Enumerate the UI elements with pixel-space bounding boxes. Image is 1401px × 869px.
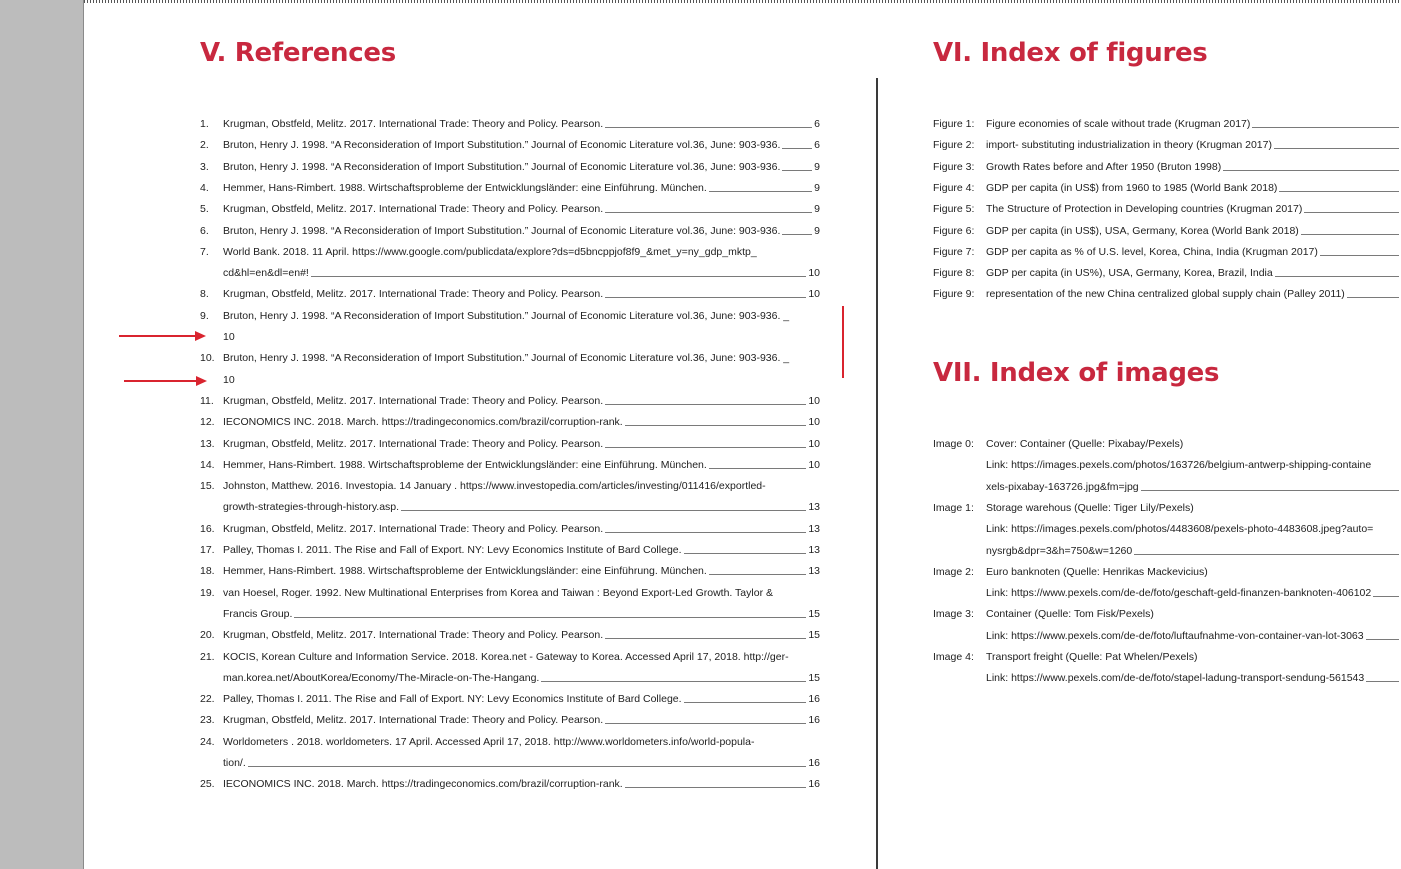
reference-text: Bruton, Henry J. 1998. “A Reconsideration of Import Substitution.” Journal of Economic Literature vol.36, June: 903-936. _ xyxy=(223,352,790,365)
dot-leader xyxy=(1304,212,1399,213)
workspace-gutter xyxy=(0,0,84,869)
figure-entry xyxy=(986,181,1401,195)
dot-leader xyxy=(605,638,806,639)
image-label: Image 2: xyxy=(933,565,974,578)
reference-text: Krugman, Obstfeld, Melitz. 2017. International Trade: Theory and Policy. Pearson. xyxy=(223,288,604,301)
figure-caption: GDP per capita (in US%), USA, Germany, Korea, Brazil, India xyxy=(986,267,1273,280)
dot-leader xyxy=(782,234,812,235)
reference-text: Hemmer, Hans-Rimbert. 1988. Wirtschaftsprobleme der Entwicklungsländer: eine Einführung. München. xyxy=(223,458,707,471)
reference-number: 20. xyxy=(200,629,215,642)
dot-leader xyxy=(401,510,806,511)
reference-entry xyxy=(223,458,820,472)
figure-entry xyxy=(986,117,1401,131)
figure-caption: representation of the new China centralized global supply chain (Palley 2011) xyxy=(986,288,1345,301)
figure-label: Figure 4: xyxy=(933,181,975,194)
reference-entry xyxy=(223,202,820,216)
image-link-url: Link: https://www.pexels.com/de-de/foto/luftaufnahme-von-container-van-lot-3063 xyxy=(986,629,1364,642)
image-caption: Cover: Container (Quelle: Pixabay/Pexels) xyxy=(986,438,1184,450)
reference-text: van Hoesel, Roger. 1992. New Multinational Enterprises from Korea and Taiwan : Beyond Export-Led Growth. Taylor & xyxy=(223,586,773,599)
image-link-url-continuation: nysrgb&dpr=3&h=750&w=1260 xyxy=(986,544,1133,557)
figure-label: Figure 5: xyxy=(933,203,975,216)
image-caption: Container (Quelle: Tom Fisk/Pexels) xyxy=(986,608,1154,621)
reference-number: 1. xyxy=(200,118,209,130)
figure-label: Figure 3: xyxy=(933,160,975,173)
image-link xyxy=(986,671,1401,685)
reference-entry xyxy=(223,713,820,727)
reference-entry-continuation xyxy=(223,671,820,685)
reference-text-continuation: Francis Group. xyxy=(223,607,293,620)
reference-entry xyxy=(223,415,820,429)
reference-entry xyxy=(223,692,820,706)
reference-number: 15. xyxy=(200,480,215,493)
reference-entry xyxy=(223,351,820,365)
reference-page-number: 9 xyxy=(814,224,820,237)
figure-label: Figure 6: xyxy=(933,224,975,237)
reference-number: 6. xyxy=(200,224,209,237)
reference-entry xyxy=(223,650,820,664)
image-link-continuation xyxy=(986,480,1401,494)
dot-leader xyxy=(1252,127,1399,128)
figure-entry xyxy=(986,287,1401,301)
reference-page-number: 9 xyxy=(814,160,820,173)
reference-page-number: 15 xyxy=(808,607,820,620)
image-link-url: Link: https://images.pexels.com/photos/163726/belgium-antwerp-shipping-containe xyxy=(986,459,1372,472)
dot-leader xyxy=(294,617,806,618)
reference-text: Krugman, Obstfeld, Melitz. 2017. International Trade: Theory and Policy. Pearson. xyxy=(223,714,604,727)
reference-number: 7. xyxy=(200,245,209,258)
reference-page-number: 15 xyxy=(808,629,820,642)
reference-page-number: 10 xyxy=(808,267,820,280)
reference-text-continuation: cd&hl=en&dl=en#! xyxy=(223,267,309,280)
image-label: Image 1: xyxy=(933,501,974,514)
reference-page-number: 6 xyxy=(814,118,820,130)
dot-leader xyxy=(709,191,812,192)
reference-text: Palley, Thomas I. 2011. The Rise and Fall of Export. NY: Levy Economics Institute of Bard College. xyxy=(223,693,682,706)
reference-text: IECONOMICS INC. 2018. March. https://tradingeconomics.com/brazil/corruption-rank. xyxy=(223,416,623,429)
figure-entry xyxy=(986,138,1401,152)
reference-entry-continuation xyxy=(223,330,820,344)
reference-entry xyxy=(223,245,820,259)
reference-entry-continuation xyxy=(223,756,820,770)
reference-page-number: 10 xyxy=(808,437,820,450)
dot-leader xyxy=(1279,191,1399,192)
reference-entry-continuation xyxy=(223,266,820,280)
image-link-url: Link: https://images.pexels.com/photos/4483608/pexels-photo-4483608.jpeg?auto= xyxy=(986,523,1374,536)
figure-caption: GDP per capita (in US$), USA, Germany, Korea (World Bank 2018) xyxy=(986,224,1299,237)
reference-entry xyxy=(223,287,820,301)
reference-page-number: 16 xyxy=(808,693,820,706)
reference-entry xyxy=(223,437,820,451)
dot-leader xyxy=(782,148,812,149)
reference-entry-continuation xyxy=(223,500,820,514)
reference-page-number: 6 xyxy=(814,139,820,152)
image-label: Image 4: xyxy=(933,651,974,663)
figure-entry xyxy=(986,160,1401,174)
figures-index-heading: VI. Index of figures xyxy=(933,38,1208,68)
figure-caption: GDP per capita (in US$) from 1960 to 1985 (World Bank 2018) xyxy=(986,181,1278,194)
reference-page-number: 9 xyxy=(814,181,820,194)
reference-text-continuation: man.korea.net/AboutKorea/Economy/The-Miracle-on-The-Hangang. xyxy=(223,671,540,684)
reference-text: Krugman, Obstfeld, Melitz. 2017. International Trade: Theory and Policy. Pearson. xyxy=(223,118,604,130)
reference-number: 14. xyxy=(200,458,215,471)
reference-entry xyxy=(223,777,820,791)
dot-leader xyxy=(605,723,806,724)
reference-number: 5. xyxy=(200,203,209,216)
image-link xyxy=(986,629,1401,643)
reference-text: IECONOMICS INC. 2018. March. https://tradingeconomics.com/brazil/corruption-rank. xyxy=(223,778,623,791)
page-divider xyxy=(876,3,878,869)
dot-leader xyxy=(311,276,806,277)
document-page-right xyxy=(878,3,1401,869)
dot-leader xyxy=(1274,148,1399,149)
reference-number: 8. xyxy=(200,288,209,301)
dot-leader xyxy=(782,170,812,171)
dot-leader xyxy=(605,127,812,128)
reference-entry-continuation xyxy=(223,607,820,621)
reference-page-number: 16 xyxy=(808,778,820,791)
dot-leader xyxy=(709,468,807,469)
dot-leader xyxy=(605,297,806,298)
dot-leader xyxy=(1141,490,1399,491)
dot-leader xyxy=(1223,170,1399,171)
reference-number: 16. xyxy=(200,522,215,535)
dot-leader xyxy=(605,404,806,405)
reference-entry xyxy=(223,543,820,557)
reference-text-continuation: tion/. xyxy=(223,757,246,769)
reference-number: 17. xyxy=(200,544,215,556)
reference-number: 23. xyxy=(200,714,215,727)
reference-number: 4. xyxy=(200,181,209,194)
reference-text: Johnston, Matthew. 2016. Investopia. 14 January . https://www.investopedia.com/articles/investing/011416/exportled- xyxy=(223,480,766,493)
image-caption: Transport freight (Quelle: Pat Whelen/Pexels) xyxy=(986,651,1198,663)
reference-text: Bruton, Henry J. 1998. “A Reconsideration of Import Substitution.” Journal of Economic Literature vol.36, June: 903-936. _ xyxy=(223,309,790,322)
reference-text: Hemmer, Hans-Rimbert. 1988. Wirtschaftsprobleme der Entwicklungsländer: eine Einführung. München. xyxy=(223,181,707,194)
reference-number: 22. xyxy=(200,693,215,706)
figure-entry xyxy=(986,224,1401,238)
reference-number: 18. xyxy=(200,565,215,578)
dot-leader xyxy=(541,681,806,682)
reference-number: 13. xyxy=(200,437,215,450)
figure-label: Figure 1: xyxy=(933,118,975,130)
reference-entry xyxy=(223,224,820,238)
annotation-vertical-mark xyxy=(842,306,844,378)
image-link-url-continuation: xels-pixabay-163726.jpg&fm=jpg xyxy=(986,480,1139,493)
reference-text: Krugman, Obstfeld, Melitz. 2017. International Trade: Theory and Policy. Pearson. xyxy=(223,394,604,407)
reference-entry xyxy=(223,394,820,408)
figure-label: Figure 8: xyxy=(933,267,975,280)
reference-text-continuation: growth-strategies-through-history.asp. xyxy=(223,501,400,514)
reference-entry xyxy=(223,522,820,536)
reference-page-number: 15 xyxy=(808,671,820,684)
figure-label: Figure 2: xyxy=(933,139,975,152)
dot-leader xyxy=(1275,276,1399,277)
figure-entry xyxy=(986,266,1401,280)
image-link xyxy=(986,522,1401,536)
reference-entry xyxy=(223,586,820,600)
reference-page-number: 10 xyxy=(808,394,820,407)
dot-leader xyxy=(1301,234,1399,235)
reference-page-number: 13 xyxy=(808,544,820,556)
reference-page-number: 13 xyxy=(808,501,820,514)
image-label: Image 3: xyxy=(933,608,974,621)
image-caption: Storage warehous (Quelle: Tiger Lily/Pexels) xyxy=(986,501,1194,514)
figure-caption: GDP per capita as % of U.S. level, Korea, China, India (Krugman 2017) xyxy=(986,245,1318,258)
reference-entry xyxy=(223,735,820,749)
page-divider-gap xyxy=(876,3,879,78)
reference-text: Bruton, Henry J. 1998. “A Reconsideration of Import Substitution.” Journal of Economic Literature vol.36, June: 903-936. xyxy=(223,139,781,152)
reference-entry xyxy=(223,564,820,578)
reference-number: 21. xyxy=(200,650,215,663)
dot-leader xyxy=(1320,255,1399,256)
dot-leader xyxy=(1347,297,1399,298)
reference-page-number: 13 xyxy=(808,522,820,535)
reference-text-continuation: 10 xyxy=(223,331,235,343)
reference-text: Krugman, Obstfeld, Melitz. 2017. International Trade: Theory and Policy. Pearson. xyxy=(223,522,604,535)
figure-label: Figure 9: xyxy=(933,288,975,301)
dot-leader xyxy=(625,425,807,426)
reference-number: 19. xyxy=(200,586,215,599)
reference-entry-continuation xyxy=(223,373,820,387)
reference-page-number: 13 xyxy=(808,565,820,578)
dot-leader xyxy=(605,212,812,213)
image-label: Image 0: xyxy=(933,438,974,450)
reference-text: Worldometers . 2018. worldometers. 17 April. Accessed April 17, 2018. http://www.worldometers.info/world-popula- xyxy=(223,735,755,748)
reference-number: 2. xyxy=(200,139,209,152)
reference-text: World Bank. 2018. 11 April. https://www.google.com/publicdata/explore?ds=d5bncppjof8f9_&met_y=ny_gdp_mktp_ xyxy=(223,245,757,258)
reference-text: Bruton, Henry J. 1998. “A Reconsideration of Import Substitution.” Journal of Economic Literature vol.36, June: 903-936. xyxy=(223,160,781,173)
reference-number: 3. xyxy=(200,160,209,173)
image-link-url: Link: https://www.pexels.com/de-de/foto/stapel-ladung-transport-sendung-561543 xyxy=(986,672,1365,685)
image-link xyxy=(986,458,1401,472)
reference-text: Hemmer, Hans-Rimbert. 1988. Wirtschaftsprobleme der Entwicklungsländer: eine Einführung. München. xyxy=(223,565,707,578)
figure-entry xyxy=(986,202,1401,216)
reference-page-number: 10 xyxy=(808,416,820,429)
reference-number: 11. xyxy=(200,394,214,407)
dot-leader xyxy=(1366,681,1399,682)
reference-page-number: 16 xyxy=(808,757,820,769)
references-heading: V. References xyxy=(200,38,396,68)
reference-number: 10. xyxy=(200,352,215,365)
dot-leader xyxy=(1134,554,1399,555)
reference-entry xyxy=(223,479,820,493)
figure-entry xyxy=(986,245,1401,259)
dot-leader xyxy=(684,702,807,703)
reference-page-number: 16 xyxy=(808,714,820,727)
reference-number: 25. xyxy=(200,778,215,791)
dot-leader xyxy=(709,574,807,575)
reference-text: Krugman, Obstfeld, Melitz. 2017. International Trade: Theory and Policy. Pearson. xyxy=(223,203,604,216)
reference-text-continuation: 10 xyxy=(223,373,235,386)
reference-text: KOCIS, Korean Culture and Information Service. 2018. Korea.net - Gateway to Korea. Accessed April 17, 2018. http://ger- xyxy=(223,650,789,663)
reference-entry xyxy=(223,181,820,195)
reference-page-number: 9 xyxy=(814,203,820,216)
reference-entry xyxy=(223,117,820,131)
reference-entry xyxy=(223,160,820,174)
images-index-heading: VII. Index of images xyxy=(933,358,1220,388)
dot-leader xyxy=(684,553,807,554)
figure-caption: The Structure of Protection in Developing countries (Krugman 2017) xyxy=(986,203,1303,216)
reference-text: Palley, Thomas I. 2011. The Rise and Fall of Export. NY: Levy Economics Institute of Bard College. xyxy=(223,544,682,556)
figure-caption: Growth Rates before and After 1950 (Bruton 1998) xyxy=(986,160,1222,173)
dot-leader xyxy=(605,447,806,448)
reference-text: Krugman, Obstfeld, Melitz. 2017. International Trade: Theory and Policy. Pearson. xyxy=(223,437,604,450)
reference-number: 12. xyxy=(200,416,215,429)
image-link-url: Link: https://www.pexels.com/de-de/foto/geschaft-geld-finanzen-banknoten-406102 xyxy=(986,587,1372,600)
reference-number: 9. xyxy=(200,309,209,322)
dot-leader xyxy=(605,532,806,533)
figure-label: Figure 7: xyxy=(933,245,975,258)
reference-entry xyxy=(223,309,820,323)
image-link-continuation xyxy=(986,544,1401,558)
reference-page-number: 10 xyxy=(808,458,820,471)
reference-text: Bruton, Henry J. 1998. “A Reconsideration of Import Substitution.” Journal of Economic Literature vol.36, June: 903-936. xyxy=(223,224,781,237)
figure-caption: import- substituting industrialization in theory (Krugman 2017) xyxy=(986,139,1272,152)
image-caption: Euro banknoten (Quelle: Henrikas Mackevicius) xyxy=(986,565,1208,578)
reference-entry xyxy=(223,628,820,642)
reference-text: Krugman, Obstfeld, Melitz. 2017. International Trade: Theory and Policy. Pearson. xyxy=(223,629,604,642)
dot-leader xyxy=(248,766,807,767)
reference-number: 24. xyxy=(200,735,215,748)
image-link xyxy=(986,586,1401,600)
dot-leader xyxy=(625,787,807,788)
dot-leader xyxy=(1366,639,1399,640)
reference-entry xyxy=(223,138,820,152)
dot-leader xyxy=(1373,596,1399,597)
reference-page-number: 10 xyxy=(808,288,820,301)
figure-caption: Figure economies of scale without trade (Krugman 2017) xyxy=(986,118,1251,130)
